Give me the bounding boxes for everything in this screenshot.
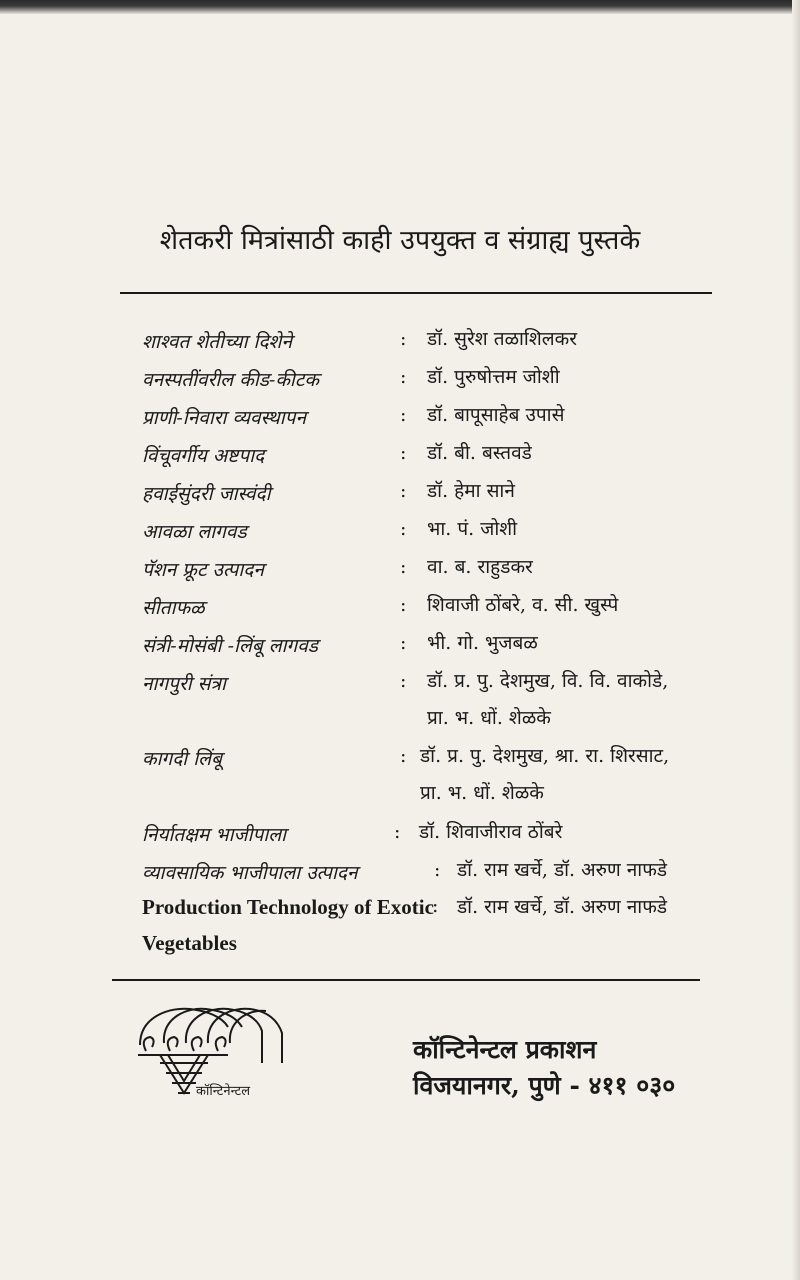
- book-title: पॅशन फ्रूट उत्पादन: [142, 559, 264, 581]
- top-divider: [120, 292, 712, 294]
- book-title: सीताफळ: [142, 597, 205, 619]
- page-heading: शेतकरी मित्रांसाठी काही उपयुक्त व संग्राह्य पुस्तके: [159, 225, 641, 256]
- separator-colon: :: [434, 859, 441, 881]
- separator-colon: :: [400, 670, 407, 692]
- book-author: डॉ. राम खर्चे, डॉ. अरुण नाफडे: [457, 896, 668, 918]
- book-title: वनस्पतींवरील कीड-कीटक: [142, 369, 319, 391]
- separator-colon: :: [394, 821, 401, 843]
- book-author-line-2: प्रा. भ. धों. शेळके: [427, 707, 551, 729]
- book-author-line-2: प्रा. भ. धों. शेळके: [420, 782, 544, 804]
- book-title: कागदी लिंबू: [142, 748, 222, 770]
- separator-colon: :: [400, 632, 407, 654]
- book-author: डॉ. बापूसाहेब उपासे: [427, 404, 565, 426]
- book-author-line-1: डॉ. प्र. पु. देशमुख, वि. वि. वाकोडे,: [427, 670, 669, 692]
- book-author: डॉ. पुरुषोत्तम जोशी: [427, 366, 560, 388]
- separator-colon: :: [400, 480, 407, 502]
- book-author-line-1: डॉ. प्र. पु. देशमुख, श्रा. रा. शिरसाट,: [420, 745, 670, 767]
- book-author: शिवाजी ठोंबरे, व. सी. खुस्पे: [427, 594, 619, 616]
- separator-colon: :: [400, 556, 407, 578]
- separator-colon: :: [400, 328, 407, 350]
- book-author: भा. पं. जोशी: [427, 518, 518, 540]
- book-top-edge: [0, 0, 800, 14]
- book-title: नागपुरी संत्रा: [142, 673, 226, 695]
- separator-colon: :: [400, 745, 407, 767]
- publisher-block: [413, 1032, 675, 1104]
- book-author: डॉ. शिवाजीराव ठोंबरे: [419, 821, 563, 843]
- separator-colon: :: [400, 594, 407, 616]
- publisher-address: विजयानगर, पुणे - ४११ ०३०: [413, 1071, 676, 1100]
- bottom-divider: [112, 979, 700, 981]
- separator-colon: :: [400, 442, 407, 464]
- book-author: वा. ब. राहुडकर: [427, 556, 533, 578]
- book-title: शाश्वत शेतीच्या दिशेने: [142, 331, 293, 353]
- logo-label: कॉन्टिनेन्टल: [196, 1084, 251, 1099]
- book-title: विंचूवर्गीय अष्टपाद: [142, 445, 265, 467]
- book-title: संत्री-मोसंबी -लिंबू लागवड: [142, 635, 318, 657]
- book-title: आवळा लागवड: [142, 521, 247, 543]
- separator-colon: :: [432, 895, 439, 917]
- publisher-name: कॉन्टिनेन्टल प्रकाशन: [413, 1035, 597, 1064]
- book-author: डॉ. सुरेश तळाशिलकर: [427, 328, 578, 350]
- book-author: डॉ. राम खर्चे, डॉ. अरुण नाफडे: [457, 859, 668, 881]
- book-title: प्राणी-निवारा व्यवस्थापन: [142, 407, 306, 429]
- book-title: हवाईसुंदरी जास्वंदी: [142, 483, 271, 505]
- separator-colon: :: [400, 518, 407, 540]
- separator-colon: :: [400, 366, 407, 388]
- book-title: Production Technology of Exotic Vegetables: [142, 895, 434, 955]
- book-author: डॉ. हेमा साने: [427, 480, 515, 502]
- separator-colon: :: [400, 404, 407, 426]
- book-right-edge: [792, 0, 800, 1280]
- book-author: भी. गो. भुजबळ: [427, 632, 538, 654]
- book-title: निर्यातक्षम भाजीपाला: [142, 824, 287, 846]
- book-title: व्यावसायिक भाजीपाला उत्पादन: [142, 862, 358, 884]
- book-author: डॉ. बी. बस्तवडे: [427, 442, 532, 464]
